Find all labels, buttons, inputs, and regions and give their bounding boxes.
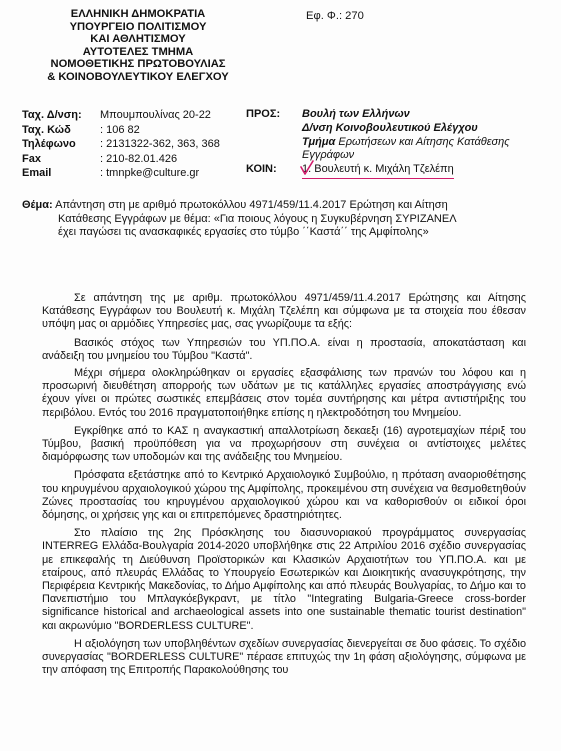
subject-label: Θέμα: bbox=[22, 199, 53, 211]
to-department: Δ/νση Κοινοβουλευτικού Ελέγχου bbox=[302, 121, 478, 134]
to-label: ΠΡΟΣ: bbox=[246, 108, 281, 120]
contact-label: Τηλέφωνο bbox=[22, 138, 76, 151]
to-row bbox=[246, 149, 510, 163]
letter-body bbox=[42, 292, 526, 682]
checkmark-icon bbox=[300, 160, 314, 176]
to-section bbox=[302, 136, 510, 150]
spacer bbox=[246, 136, 302, 150]
subject-line bbox=[22, 199, 542, 213]
ministry-header bbox=[38, 8, 238, 84]
contact-value: : 106 82 bbox=[100, 123, 140, 136]
cc-row bbox=[246, 163, 510, 179]
contact-email: : tmnpke@culture.gr bbox=[100, 167, 200, 180]
body-paragraph: Η αξιολόγηση των υποβληθέντων σχεδίων συνεργασίας διενεργείται σε δυο φάσεις. Το σχέδιο συνεργασίας "BORDERLESS CULTURE" πέρασε επιτυχώς την 1η φάση αξιολόγησης, σύμφωνα με την απόφαση της Επιτροπής Παρακολούθησης του bbox=[42, 637, 526, 677]
to-recipient: Βουλή των Ελλήνων bbox=[302, 108, 410, 120]
to-section-cont: Εγγράφων bbox=[302, 149, 355, 162]
contact-row bbox=[22, 166, 220, 181]
contact-label: Ταχ. Κώδ bbox=[22, 123, 71, 136]
header-line: ΝΟΜΟΘΕΤΙΚΗΣ ΠΡΩΤΟΒΟΥΛΙΑΣ bbox=[50, 58, 226, 71]
header-line: ΑΥΤΟΤΕΛΕΣ ΤΜΗΜΑ bbox=[82, 45, 194, 58]
to-row bbox=[246, 136, 510, 150]
contact-label: Ταχ. Δ/νση: bbox=[22, 109, 82, 121]
body-paragraph: Στο πλαίσιο της 2ης Πρόσκλησης του διασυνοριακού προγράμματος συνεργασίας INTERREG Ελλάδα-Βουλγαρία 2014-2020 υποβλήθηκε στις 22 Απριλίου 2016 σχέδιο συνεργασίας με επικεφαλής τη Διεύθυνση Προϊστορικών και Κλασικών Αρχαιοτήτων του ΥΠ.ΠΟ.Α. και με εταίρους, από πλευράς Ελλάδας το Υπουργείο Εσωτερικών και Διοικητικής ανασυγκρότησης, την Περιφέρεια Κεντρικής Μακεδονίας, το Δήμο Αμφίπολης και από πλευράς Βουλγαρίας, το Δήμο και το Πανεπιστήμιο του Μπλαγκόεβγκραντ, με τίτλο "Integrating Bulgaria-Greece cross-border significance historical and archaeological assets into one sustainable thematic tourist destination" και ακρωνύμιο "BORDERLESS CULTURE". bbox=[42, 527, 526, 632]
section-rest: Ερωτήσεων και Αίτησης Κατάθεσης bbox=[335, 135, 510, 148]
contact-row bbox=[22, 137, 220, 152]
subject-text: Απάντηση στη με αριθμό πρωτοκόλλου 4971/459/11.4.2017 Ερώτηση και Αίτηση bbox=[52, 199, 448, 211]
recipients-block bbox=[246, 108, 510, 179]
contact-row bbox=[22, 108, 220, 123]
contact-row bbox=[22, 123, 220, 138]
body-paragraph: Μέχρι σήμερα ολοκληρώθηκαν οι εργασίες εξασφάλισης των πρανών του λόφου και η προσωρινή διευθέτηση απορροής των υδάτων με τις κατάλληλες εργασίες αποστράγγισης ενώ έχουν γίνει οι πρώτες σωστικές επεμβάσεις στον τομέα συντήρησης και μέτρα αντιστήριξης του περιβόλου. Εντός του 2016 πραγματοποιήθηκε επίσης η ηλεκτροδότηση του Μνημείου. bbox=[42, 367, 526, 419]
contact-label: Fax bbox=[22, 152, 41, 165]
contact-value: : 2131322-362, 363, 368 bbox=[100, 138, 220, 151]
subject-block bbox=[22, 199, 542, 240]
body-paragraph: Σε απάντηση της με αριθμ. πρωτοκόλλου 4971/459/11.4.2017 Ερώτησης και Αίτησης Κατάθεσης Εγγράφων του Βουλευτή κ. Μιχάλη Τζελέπη και σύμφωνα με τα στοιχεία που έθεσαν υπόψη μας οι αρμόδιες Υπηρεσίες μας, σας γνωρίζουμε τα εξής: bbox=[42, 292, 526, 331]
header-line: ΕΛΛΗΝΙΚΗ ΔΗΜΟΚΡΑΤΙΑ bbox=[70, 8, 206, 20]
subject-line: Κατάθεσης Εγγράφων με θέμα: «Για ποιους λόγους η Συγκυβέρνηση ΣΥΡΙΖΑΝΕΛ bbox=[58, 212, 457, 225]
file-reference: Εφ. Φ.: 270 bbox=[306, 10, 364, 22]
to-row bbox=[246, 122, 510, 136]
contact-block bbox=[22, 108, 220, 181]
cc-label: ΚΟΙΝ: bbox=[246, 163, 277, 176]
contact-row bbox=[22, 152, 220, 167]
body-paragraph: Βασικός στόχος των Υπηρεσιών του ΥΠ.ΠΟ.Α. είναι η προστασία, αποκατάσταση και ανάδειξη του μνημείου του Τύμβου "Καστά". bbox=[42, 336, 526, 362]
body-paragraph: Πρόσφατα εξετάστηκε από το Κεντρικό Αρχαιολογικό Συμβούλιο, η πρόταση αναοριοθέτησης του κηρυγμένου αρχαιολογικού χώρου της Αμφίπολης, προκειμένου στη συνέχεια να θεσμοθετηθούν Ζώνες προστασίας του κηρυγμένου αρχαιολογικού χώρου και να καθορισθούν οι ειδικοί όροι δόμησης, οι χρήσεις γης και οι επιτρεπόμενες δραστηριότητες. bbox=[42, 469, 526, 522]
cc-recipient: 1. Βουλευτή κ. Μιχάλη Τζελέπη bbox=[302, 163, 454, 179]
contact-value: : 210-82.01.426 bbox=[100, 152, 178, 165]
spacer bbox=[246, 122, 302, 136]
header-line: & ΚΟΙΝΟΒΟΥΛΕΥΤΙΚΟΥ ΕΛΕΓΧΟΥ bbox=[47, 70, 229, 83]
body-paragraph: Εγκρίθηκε από το ΚΑΣ η αναγκαστική απαλλοτρίωση δεκαεξι (16) αγροτεμαχίων πέριξ του Τύμβου, βασική προϋπόθεση για να προχωρήσουν στη συνέχεια οι αντίστοιχες μελέτες διαμόρφωσης των υποδομών και της ανάδειξης του Μνημείου. bbox=[42, 424, 526, 464]
subject-line: έχει παγώσει τις ανασκαφικές εργασίες στο τύμβο ΄΄Καστά΄΄ της Αμφίπολης» bbox=[58, 226, 429, 239]
section-word: Τμήμα bbox=[302, 135, 336, 148]
contact-value: Μπουμπουλίνας 20-22 bbox=[100, 109, 211, 121]
header-line: ΥΠΟΥΡΓΕΙΟ ΠΟΛΙΤΙΣΜΟΥ bbox=[69, 20, 207, 33]
header-line: ΚΑΙ ΑΘΛΗΤΙΣΜΟΥ bbox=[90, 33, 186, 46]
contact-label: Email bbox=[22, 167, 52, 180]
spacer bbox=[246, 149, 302, 163]
to-row bbox=[246, 108, 510, 122]
